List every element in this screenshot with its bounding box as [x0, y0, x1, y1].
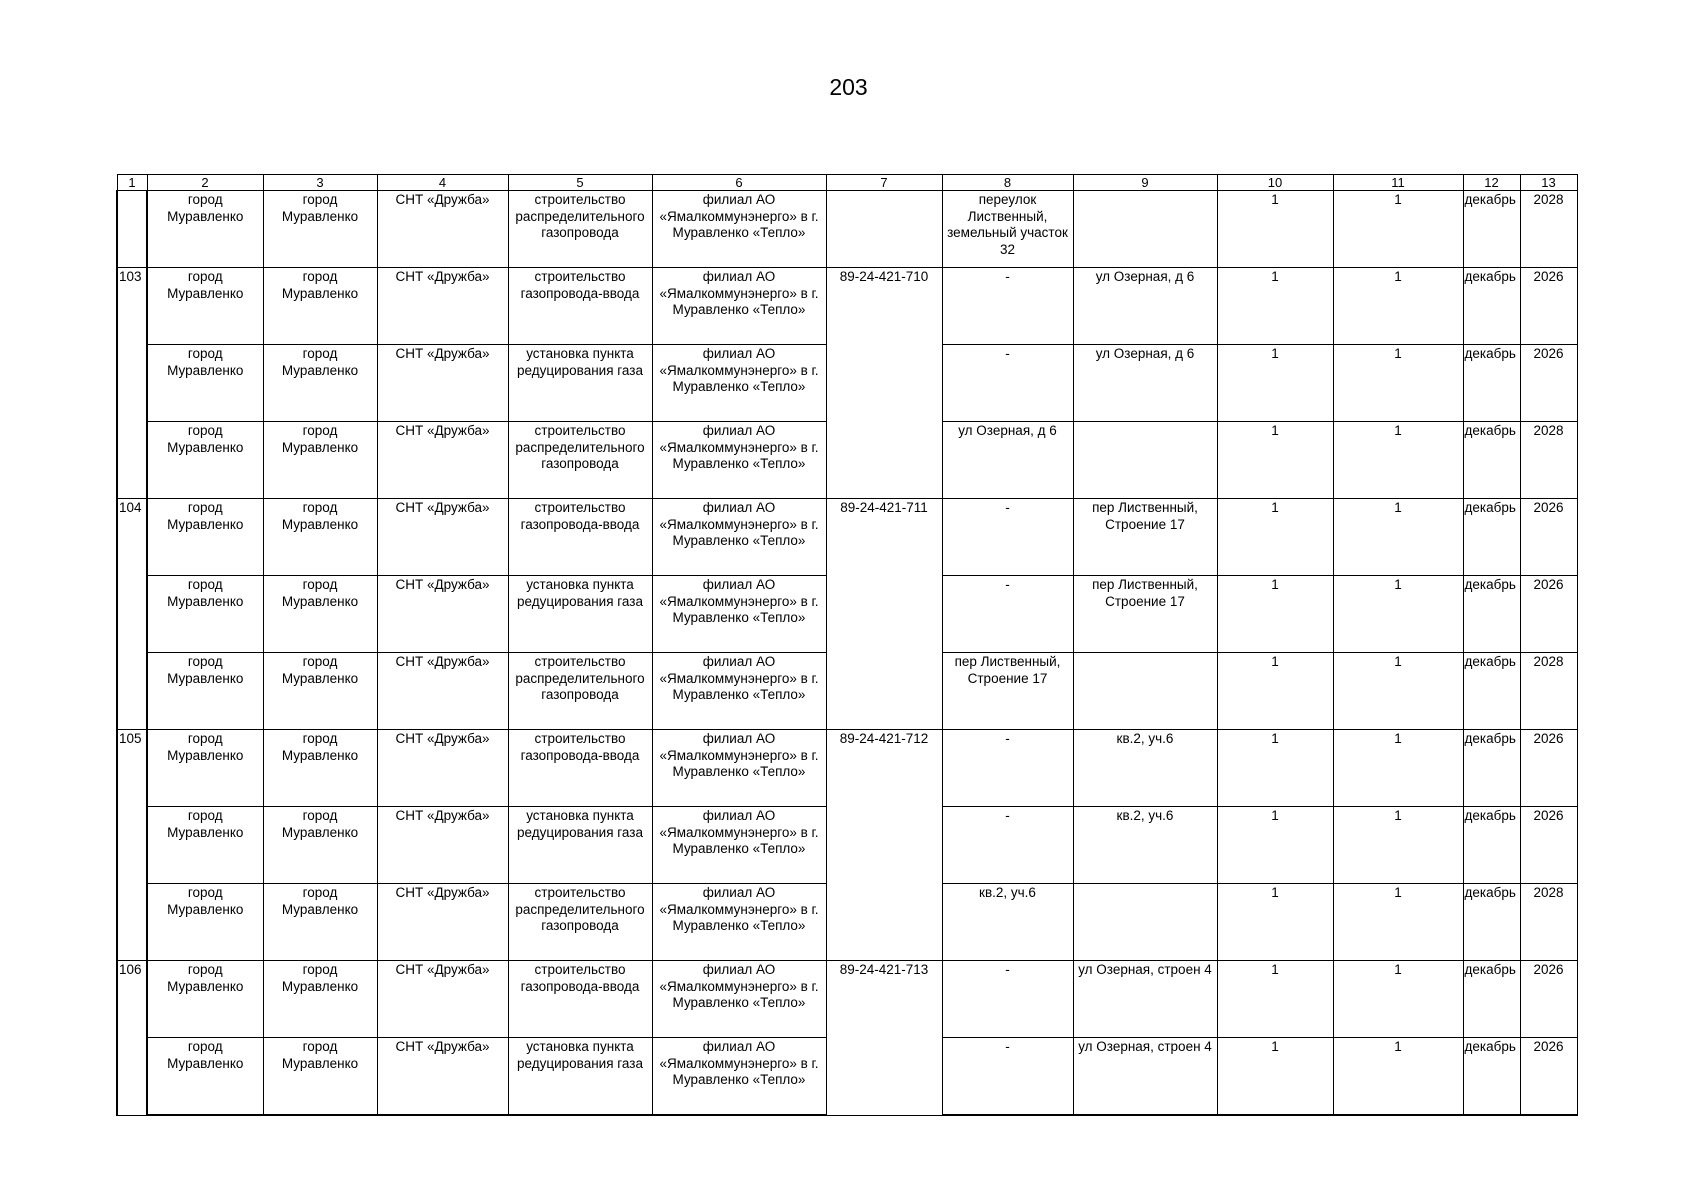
month-cell: декабрь: [1463, 961, 1520, 1038]
year-cell: 2026: [1520, 1038, 1577, 1116]
table-row: [117, 961, 1577, 1038]
row-number-cell: 106: [117, 961, 147, 1116]
municipality-cell: город Муравленко: [147, 807, 263, 884]
column-number-cell: 4: [377, 175, 508, 191]
settlement-cell: город Муравленко: [263, 961, 377, 1038]
address-cell: кв.2, уч.6: [942, 884, 1073, 961]
organization-cell: филиал АО «Ямалкоммунэнерго» в г. Муравленко «Тепло»: [652, 345, 826, 422]
settlement-cell: город Муравленко: [263, 730, 377, 807]
object-address-cell: ул Озерная, строен 4: [1073, 1038, 1217, 1116]
organization-cell: филиал АО «Ямалкоммунэнерго» в г. Муравленко «Тепло»: [652, 268, 826, 345]
municipality-cell: город Муравленко: [147, 422, 263, 499]
organization-cell: филиал АО «Ямалкоммунэнерго» в г. Муравленко «Тепло»: [652, 422, 826, 499]
month-cell: декабрь: [1463, 653, 1520, 730]
count-cell: 1: [1333, 1038, 1463, 1116]
settlement-cell: город Муравленко: [263, 499, 377, 576]
municipality-cell: город Муравленко: [147, 730, 263, 807]
column-number-cell: 11: [1333, 175, 1463, 191]
count-cell: 1: [1333, 653, 1463, 730]
count-cell: 1: [1333, 268, 1463, 345]
organization-cell: филиал АО «Ямалкоммунэнерго» в г. Муравленко «Тепло»: [652, 1038, 826, 1116]
object-address-cell: [1073, 422, 1217, 499]
month-cell: декабрь: [1463, 576, 1520, 653]
work-type-cell: строительство газопровода-ввода: [508, 268, 652, 345]
row-number-cell: 103: [117, 268, 147, 499]
year-cell: 2028: [1520, 191, 1577, 268]
organization-cell: филиал АО «Ямалкоммунэнерго» в г. Муравленко «Тепло»: [652, 961, 826, 1038]
column-number-row: [117, 175, 1577, 191]
municipality-cell: город Муравленко: [147, 499, 263, 576]
object-address-cell: кв.2, уч.6: [1073, 730, 1217, 807]
object-address-cell: пер Лиственный, Строение 17: [1073, 499, 1217, 576]
count-cell: 1: [1333, 961, 1463, 1038]
count-cell: 1: [1333, 576, 1463, 653]
municipality-cell: город Муравленко: [147, 1038, 263, 1116]
organization-cell: филиал АО «Ямалкоммунэнерго» в г. Муравленко «Тепло»: [652, 499, 826, 576]
quantity-cell: 1: [1217, 499, 1333, 576]
quantity-cell: 1: [1217, 1038, 1333, 1116]
settlement-cell: город Муравленко: [263, 1038, 377, 1116]
settlement-cell: город Муравленко: [263, 653, 377, 730]
address-cell: -: [942, 730, 1073, 807]
year-cell: 2028: [1520, 422, 1577, 499]
locality-cell: СНТ «Дружба»: [377, 191, 508, 268]
column-number-cell: 13: [1520, 175, 1577, 191]
object-address-cell: [1073, 653, 1217, 730]
works-table: [116, 174, 1578, 1116]
month-cell: декабрь: [1463, 191, 1520, 268]
quantity-cell: 1: [1217, 807, 1333, 884]
locality-cell: СНТ «Дружба»: [377, 653, 508, 730]
oktmo-code-cell: 89-24-421-713: [826, 961, 942, 1116]
year-cell: 2026: [1520, 576, 1577, 653]
table-row: [117, 499, 1577, 576]
oktmo-code-cell: 89-24-421-710: [826, 268, 942, 499]
municipality-cell: город Муравленко: [147, 268, 263, 345]
work-type-cell: установка пункта редуцирования газа: [508, 1038, 652, 1116]
settlement-cell: город Муравленко: [263, 884, 377, 961]
count-cell: 1: [1333, 345, 1463, 422]
count-cell: 1: [1333, 730, 1463, 807]
municipality-cell: город Муравленко: [147, 576, 263, 653]
address-cell: -: [942, 1038, 1073, 1116]
count-cell: 1: [1333, 422, 1463, 499]
quantity-cell: 1: [1217, 345, 1333, 422]
locality-cell: СНТ «Дружба»: [377, 576, 508, 653]
month-cell: декабрь: [1463, 730, 1520, 807]
year-cell: 2026: [1520, 961, 1577, 1038]
row-number-cell: 105: [117, 730, 147, 961]
address-cell: -: [942, 268, 1073, 345]
organization-cell: филиал АО «Ямалкоммунэнерго» в г. Муравленко «Тепло»: [652, 730, 826, 807]
object-address-cell: [1073, 191, 1217, 268]
settlement-cell: город Муравленко: [263, 191, 377, 268]
month-cell: декабрь: [1463, 884, 1520, 961]
work-type-cell: строительство распределительного газопровода: [508, 884, 652, 961]
year-cell: 2026: [1520, 268, 1577, 345]
quantity-cell: 1: [1217, 191, 1333, 268]
column-number-cell: 2: [147, 175, 263, 191]
locality-cell: СНТ «Дружба»: [377, 884, 508, 961]
count-cell: 1: [1333, 884, 1463, 961]
organization-cell: филиал АО «Ямалкоммунэнерго» в г. Муравленко «Тепло»: [652, 576, 826, 653]
object-address-cell: [1073, 884, 1217, 961]
work-type-cell: строительство газопровода-ввода: [508, 961, 652, 1038]
column-number-cell: 8: [942, 175, 1073, 191]
oktmo-code-cell: 89-24-421-712: [826, 730, 942, 961]
object-address-cell: ул Озерная, д 6: [1073, 345, 1217, 422]
municipality-cell: город Муравленко: [147, 345, 263, 422]
municipality-cell: город Муравленко: [147, 884, 263, 961]
address-cell: -: [942, 499, 1073, 576]
quantity-cell: 1: [1217, 268, 1333, 345]
locality-cell: СНТ «Дружба»: [377, 422, 508, 499]
locality-cell: СНТ «Дружба»: [377, 730, 508, 807]
quantity-cell: 1: [1217, 884, 1333, 961]
work-type-cell: строительство распределительного газопровода: [508, 653, 652, 730]
column-number-cell: 6: [652, 175, 826, 191]
work-type-cell: строительство распределительного газопровода: [508, 191, 652, 268]
object-address-cell: кв.2, уч.6: [1073, 807, 1217, 884]
organization-cell: филиал АО «Ямалкоммунэнерго» в г. Муравленко «Тепло»: [652, 807, 826, 884]
locality-cell: СНТ «Дружба»: [377, 1038, 508, 1116]
address-cell: -: [942, 576, 1073, 653]
column-number-cell: 9: [1073, 175, 1217, 191]
page-number: 203: [829, 74, 868, 100]
address-cell: переулок Лиственный, земельный участок 32: [942, 191, 1073, 268]
locality-cell: СНТ «Дружба»: [377, 345, 508, 422]
organization-cell: филиал АО «Ямалкоммунэнерго» в г. Муравленко «Тепло»: [652, 884, 826, 961]
quantity-cell: 1: [1217, 422, 1333, 499]
column-number-cell: 3: [263, 175, 377, 191]
settlement-cell: город Муравленко: [263, 422, 377, 499]
year-cell: 2026: [1520, 807, 1577, 884]
oktmo-code-cell: [826, 191, 942, 268]
address-cell: -: [942, 961, 1073, 1038]
row-number-cell: [117, 191, 147, 268]
month-cell: декабрь: [1463, 422, 1520, 499]
year-cell: 2026: [1520, 499, 1577, 576]
quantity-cell: 1: [1217, 961, 1333, 1038]
year-cell: 2028: [1520, 884, 1577, 961]
column-number-cell: 10: [1217, 175, 1333, 191]
locality-cell: СНТ «Дружба»: [377, 499, 508, 576]
municipality-cell: город Муравленко: [147, 961, 263, 1038]
address-cell: -: [942, 807, 1073, 884]
address-cell: пер Лиственный, Строение 17: [942, 653, 1073, 730]
oktmo-code-cell: 89-24-421-711: [826, 499, 942, 730]
column-number-cell: 7: [826, 175, 942, 191]
object-address-cell: ул Озерная, д 6: [1073, 268, 1217, 345]
municipality-cell: город Муравленко: [147, 191, 263, 268]
object-address-cell: пер Лиственный, Строение 17: [1073, 576, 1217, 653]
settlement-cell: город Муравленко: [263, 268, 377, 345]
table-row: [117, 191, 1577, 268]
settlement-cell: город Муравленко: [263, 807, 377, 884]
address-cell: ул Озерная, д 6: [942, 422, 1073, 499]
municipality-cell: город Муравленко: [147, 653, 263, 730]
month-cell: декабрь: [1463, 1038, 1520, 1116]
row-number-cell: 104: [117, 499, 147, 730]
work-type-cell: установка пункта редуцирования газа: [508, 576, 652, 653]
year-cell: 2026: [1520, 730, 1577, 807]
locality-cell: СНТ «Дружба»: [377, 268, 508, 345]
work-type-cell: строительство газопровода-ввода: [508, 499, 652, 576]
work-type-cell: строительство распределительного газопровода: [508, 422, 652, 499]
column-number-cell: 1: [117, 175, 147, 191]
work-type-cell: установка пункта редуцирования газа: [508, 807, 652, 884]
work-type-cell: строительство газопровода-ввода: [508, 730, 652, 807]
month-cell: декабрь: [1463, 345, 1520, 422]
quantity-cell: 1: [1217, 653, 1333, 730]
year-cell: 2028: [1520, 653, 1577, 730]
quantity-cell: 1: [1217, 730, 1333, 807]
locality-cell: СНТ «Дружба»: [377, 807, 508, 884]
settlement-cell: город Муравленко: [263, 345, 377, 422]
table-row: [117, 268, 1577, 345]
count-cell: 1: [1333, 191, 1463, 268]
column-number-cell: 12: [1463, 175, 1520, 191]
column-number-cell: 5: [508, 175, 652, 191]
quantity-cell: 1: [1217, 576, 1333, 653]
table-row: [117, 730, 1577, 807]
work-type-cell: установка пункта редуцирования газа: [508, 345, 652, 422]
organization-cell: филиал АО «Ямалкоммунэнерго» в г. Муравленко «Тепло»: [652, 653, 826, 730]
settlement-cell: город Муравленко: [263, 576, 377, 653]
table-body: [117, 175, 1577, 1116]
address-cell: -: [942, 345, 1073, 422]
count-cell: 1: [1333, 807, 1463, 884]
month-cell: декабрь: [1463, 807, 1520, 884]
month-cell: декабрь: [1463, 499, 1520, 576]
locality-cell: СНТ «Дружба»: [377, 961, 508, 1038]
object-address-cell: ул Озерная, строен 4: [1073, 961, 1217, 1038]
year-cell: 2026: [1520, 345, 1577, 422]
organization-cell: филиал АО «Ямалкоммунэнерго» в г. Муравленко «Тепло»: [652, 191, 826, 268]
month-cell: декабрь: [1463, 268, 1520, 345]
count-cell: 1: [1333, 499, 1463, 576]
